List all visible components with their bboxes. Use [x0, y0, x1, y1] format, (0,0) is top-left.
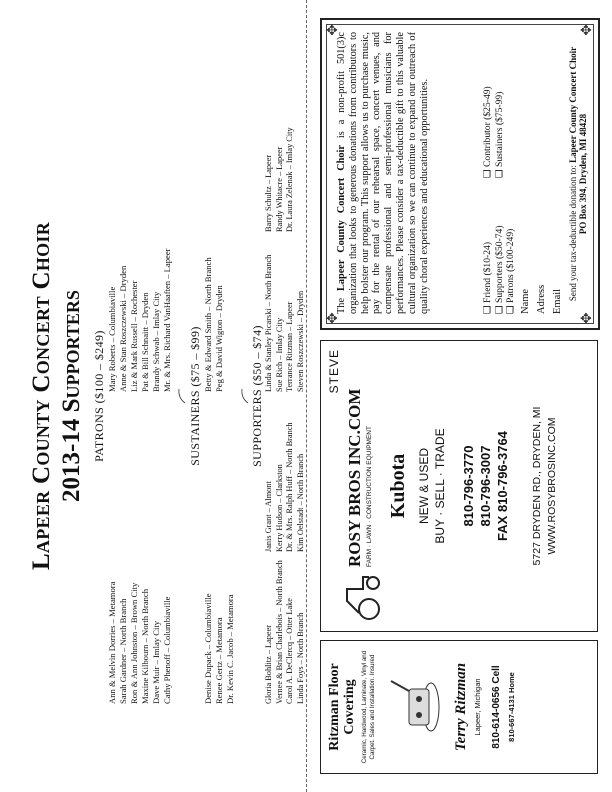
mail-org: Lapeer County Concert Choir [568, 46, 578, 163]
mail-to-block: Send your tax-deductible donation to: Lapeer County Concert Choir PO Box 394, Dryden, MI 48428 [568, 46, 588, 302]
list-item: Brandy Schwab – Imlay City [151, 291, 161, 392]
email-field[interactable] [552, 32, 563, 314]
rosy-steve: STEVE [327, 349, 341, 394]
sustainers-left-list [203, 593, 236, 704]
ritzman-city: Lapeer, Michigan [473, 678, 482, 736]
list-item: Peg & David Wigton – Dryden [214, 285, 224, 392]
donation-intro [336, 32, 430, 314]
list-item: Kerry Hudson – Clarkston [274, 464, 284, 552]
ritzman-person: Terry Ritzman [453, 662, 469, 752]
list-item: Steven Roszczewski – Dryden [295, 290, 305, 392]
supporters-left-list [264, 560, 306, 704]
supporters-right-list [264, 255, 306, 392]
level-checkbox-supporters[interactable]: ❑ Supporters ($50-74) [493, 225, 505, 314]
donation-form [320, 18, 600, 330]
list-item: Dave Muir – Imlay City [151, 620, 161, 704]
mail-city: Dryden, MI 48428 [578, 113, 588, 185]
list-item: Betty & Edward Smith – North Branch [203, 257, 213, 392]
list-item: Dr. Laura Zelenak – Imlay City [285, 127, 294, 232]
address-label: Adress [536, 284, 547, 314]
list-item: Carol A. DeClercq – Otter Lake [285, 598, 294, 704]
list-item: Maxine Kilbourn – North Branch [140, 588, 150, 704]
levels-right [482, 86, 505, 178]
list-item: Mary Roberts – Columbiaville [107, 286, 117, 392]
swash-ornament [177, 388, 187, 404]
rosy-name: ROSY BROS INC.COM [345, 388, 364, 567]
list-item: Terrance Ritzman – Lapeer [285, 301, 294, 392]
ritzman-ad [320, 640, 598, 774]
email-label: Email [552, 288, 563, 314]
list-item: Sue Rich – Imlay City [274, 317, 284, 392]
level-checkbox-friend[interactable]: ❑ Friend ($10-24) [482, 241, 493, 314]
rosy-new-used: NEW & USED [417, 448, 431, 525]
rosy-address: 5727 DRYDEN RD., DRYDEN, MI [531, 406, 543, 566]
rosy-buy-sell: BUY · SELL · TRADE [433, 428, 447, 544]
intro-pre: The [336, 297, 347, 314]
list-item: Cathy Phenoff – Columbiaville [162, 596, 172, 704]
floor-machine-icon [387, 675, 443, 739]
rosy-phone-1: 810-796-3770 [461, 445, 476, 527]
list-item: Dr. Kevin C. Jacob – Metamora [225, 594, 235, 704]
sustainers-heading: SUSTAINERS ($75 – $99) [188, 326, 202, 466]
mail-box: PO Box 394 [578, 188, 588, 235]
rosy-bros-ad [320, 340, 598, 632]
list-item: Linda & Stanley Picarski – North Branch [264, 254, 273, 392]
list-item: Sarah Gardner – North Branch [118, 598, 128, 704]
list-item: Linda Foys – North Branch [295, 612, 305, 704]
levels-left [482, 225, 517, 314]
list-item: Dr. & Mrs. Ralph Huff – North Branch [285, 422, 294, 552]
name-label: Name [520, 288, 531, 314]
list-item: Ann & Melvin Dorries – Metamora [107, 581, 117, 704]
list-item: Mr. & Mrs. Richard VanHaaften – Lapeer [162, 248, 172, 392]
rosy-fax: FAX 810-796-3764 [495, 431, 510, 541]
list-item: Renee Gertz – Metamora [214, 617, 224, 704]
rosy-website: WWW.ROSYBROSINC.COM [546, 417, 558, 555]
list-item: Janis Grant – Almont [264, 481, 273, 552]
ritzman-cell: 810-614-0656 Cell [491, 665, 502, 749]
supporters-heading: SUPPORTERS ($50 – $74) [250, 325, 264, 467]
rosy-phone-2: 810-796-3007 [478, 445, 493, 527]
intro-org: Lapeer County Concert Choir [336, 145, 347, 292]
list-item: Ron & Ann Johnston – Brown City [129, 582, 139, 704]
rosy-tagline: FARM · LAWN · CONSTRUCTION EQUIPMENT [366, 426, 373, 567]
fold-line [306, 0, 307, 792]
corner-ornament-icon: ✥ [325, 312, 341, 324]
list-item: Randy Whitacre – Lapeer [274, 146, 284, 232]
list-item: Gloria Bohlitz – Lapeer [264, 624, 273, 704]
level-checkbox-contributor[interactable]: ❑ Contributor ($25-49) [482, 86, 493, 178]
corner-ornament-icon: ✥ [579, 312, 595, 324]
list-item: Kim Oelstadt – North Branch [295, 453, 305, 552]
patrons-left-list [107, 582, 173, 704]
list-item: Barry Schultz – Lapeer [264, 154, 273, 232]
send-line: Send your tax-deductible donation to: [568, 165, 578, 302]
ritzman-description: Ceramic, Hardwood, Laminate, Vinyl and Carpet. Sales and Installation. Insured [361, 650, 376, 764]
list-item: Denise Dupack – Columbiaville [203, 593, 213, 704]
supporters-right-list-cont [264, 127, 296, 232]
tractor-icon [341, 571, 381, 623]
list-item: Liz & Mark Russell – Rochester [129, 280, 139, 392]
patrons-heading: PATRONS ($100 – $249) [92, 330, 106, 462]
list-item: Vernee & Brian Charlebois – North Branch [274, 560, 284, 704]
ritzman-name: Ritzman Floor Covering [327, 663, 357, 751]
swash-ornament [240, 388, 250, 404]
level-checkbox-patrons[interactable]: ❑ Patrons ($100-249) [505, 228, 517, 314]
intro-body: is a non-profit 501(3)c organization that looks to generous donations from contributors to help bolster our program. This support allows us to purchase music, pay for the rental of our rehearsal space, concert venues, and compensate professional and semi-professional musicians for performances. Please consider a tax-deductible gift to this valuable cultural organization so we can continue to expand our outreach of quality choral experiences and educational opportunities. [336, 32, 430, 314]
page-subtitle: 2013-14 Supporters [58, 290, 85, 502]
sustainers-right-list [203, 257, 225, 392]
corner-ornament-icon: ✥ [325, 24, 341, 36]
kubota-logo: Kubota [387, 453, 409, 519]
ritzman-home: 810-667-4131 Home [507, 672, 516, 742]
patrons-right-list [107, 248, 173, 392]
name-field[interactable] [520, 32, 531, 314]
corner-ornament-icon: ✥ [579, 24, 595, 36]
supporters-left-list-cont [264, 422, 306, 552]
list-item: Pat & Bill Schnaitt – Dryden [140, 292, 150, 392]
address-field[interactable] [536, 32, 547, 314]
page-title: Lapeer County Concert Choir [28, 221, 55, 571]
list-item: Anne & Stan Roszczewski – Dryden [118, 265, 128, 392]
level-checkbox-sustainers[interactable]: ❑ Sustainers ($75-99) [493, 91, 505, 178]
